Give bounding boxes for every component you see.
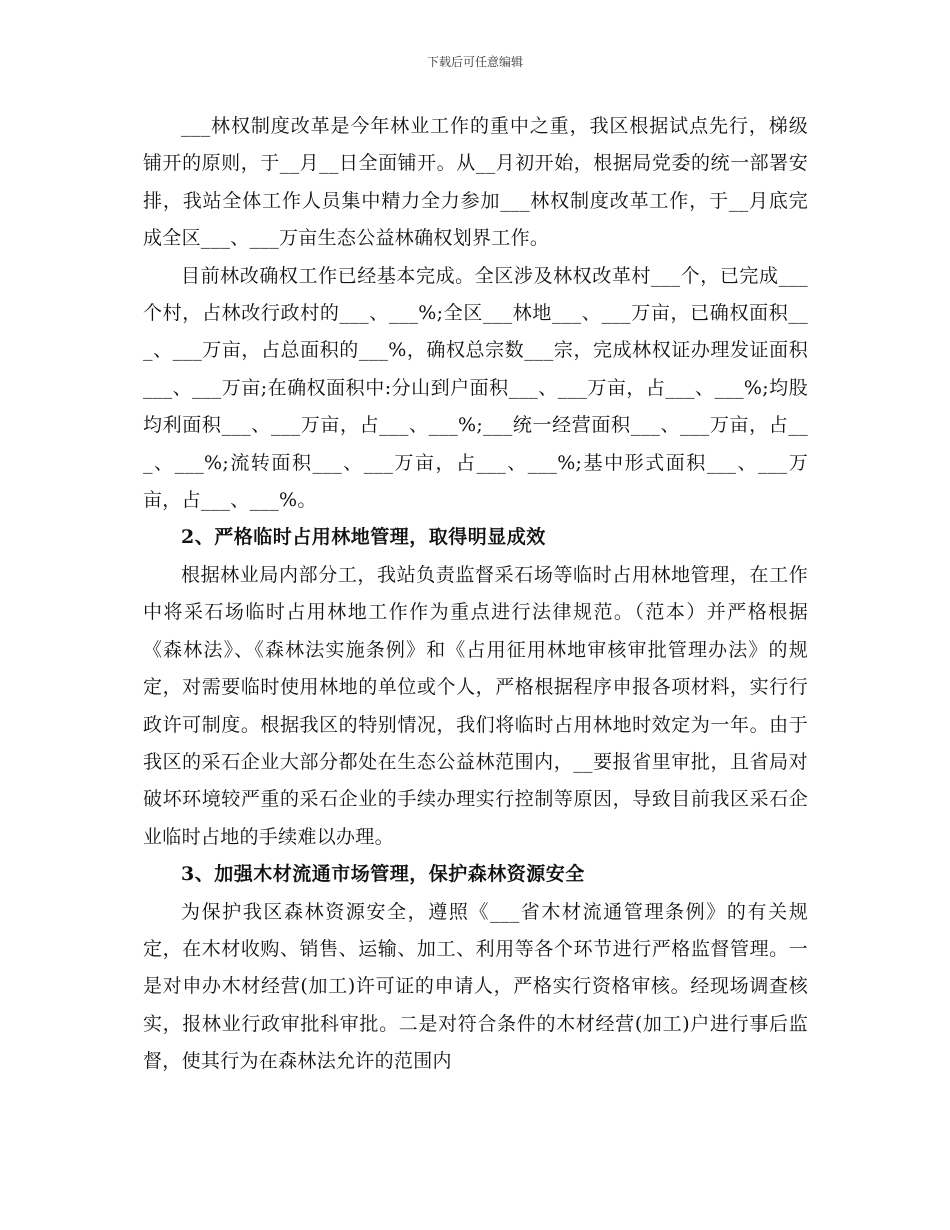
section-heading-3: 3、加强木材流通市场管理，保护森林资源安全 (181, 863, 585, 886)
paragraph-timber-market: 为保护我区森林资源安全，遵照《___省木材流通管理条例》的有关规定，在木材收购、销售、运输、加工、利用等各个环节进行严格监督管理。一是对申办木材经营(加工)许可证的申请人，严格实行资格审核。经现场调查核实，报林业行政审批科审批。二是对符合条件的木材经营(加工)户进行事后监督，使其行为在森林法允许的范围内 (143, 900, 808, 1073)
paragraph-forest-reform: ___林权制度改革是今年林业工作的重中之重，我区根据试点先行，梯级铺开的原则，于__月__日全面铺开。从__月初开始，根据局党委的统一部署安排，我站全体工作人员集中精力全力参加___林权制度改革工作，于__月底完成全区___、___万亩生态公益林确权划界工作。 (143, 115, 808, 250)
paragraph-temporary-land-use: 根据林业局内部分工，我站负责监督采石场等临时占用林地管理，在工作中将采石场临时占用林地工作作为重点进行法律规范。（范本）并严格根据《森林法》、《森林法实施条例》和《占用征用林地审核审批管理办法》的规定，对需要临时使用林地的单位或个人，严格根据程序申报各项材料，实行行政许可制度。根据我区的特别情况，我们将临时占用林地时效定为一年。由于我区的采石企业大部分都处在生态公益林范围内，__要报省里审批，且省局对破坏环境较严重的采石企业的手续办理实行控制等原因，导致目前我区采石企业临时占地的手续难以办理。 (143, 563, 808, 848)
section-heading-2: 2、严格临时占用林地管理，取得明显成效 (181, 526, 546, 549)
paragraph-rights-status: 目前林改确权工作已经基本完成。全区涉及林权改革村___个，已完成___个村，占林改行政村的___、___%;全区___林地___、___万亩，已确权面积___、___万亩，占总面积的___%，确权总宗数___宗，完成林权证办理发证面积___、___万亩;在确权面积中:分山到户面积___、___万亩，占___、___%;均股均利面积___、___万亩，占___、___%;___统一经营面积___、___万亩，占___、___%;流转面积___、___万亩，占___、___%;基中形式面积___、___万亩，占___、___%。 (143, 264, 808, 512)
document-body (143, 108, 808, 1081)
page-header: 下载后可任意编辑 (426, 55, 523, 69)
